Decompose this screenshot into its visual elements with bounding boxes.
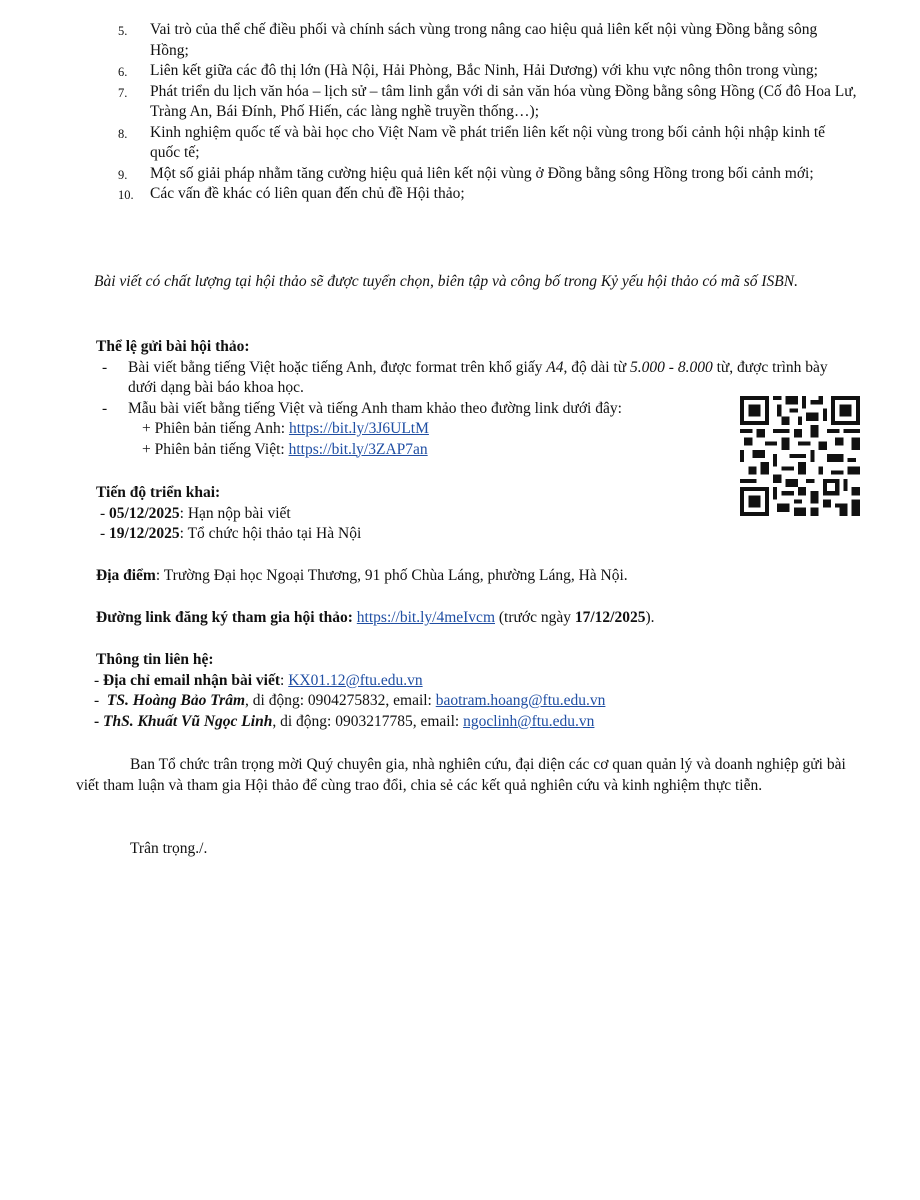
item-text: Kinh nghiệm quốc tế và bài học cho Việt Nam về phát triển liên kết nội vùng trong bối cảnh hội nhập kinh tế quốc tế; (150, 123, 826, 161)
schedule-date: 05/12/2025 (109, 504, 180, 522)
registration-link[interactable]: https://bit.ly/4meIvcm (356, 609, 495, 626)
item-number: 5. (118, 24, 128, 38)
vietnamese-template-link[interactable]: https://bit.ly/3ZAP7an (288, 440, 428, 458)
item-number: 6. (118, 65, 128, 79)
schedule-heading: Tiến độ triển khai: (96, 484, 221, 501)
list-item (118, 184, 858, 205)
schedule-date: 19/12/2025 (109, 525, 180, 542)
submission-heading: Thể lệ gửi bài hội thảo: (96, 338, 250, 355)
topic-list (118, 20, 858, 205)
invitation-paragraph: Ban Tổ chức trân trọng mời Quý chuyên gia, nhà nghiên cứu, đại diện các cơ quan quản lý và doanh nghiệp gửi bài viết tham luận và tham gia Hội thảo để cùng trao đổi, chia sẻ các kết quả nghiên cứu và kinh nghiệm thực tiễn. (76, 756, 846, 794)
venue-line (96, 566, 876, 587)
venue-label: Địa điểm (96, 567, 156, 584)
item-number: 7. (118, 85, 128, 100)
schedule-item: - 19/12/2025: Tổ chức hội thảo tại Hà Nội (100, 525, 362, 542)
item-number: 9. (118, 167, 128, 182)
english-version-line: + Phiên bản tiếng Anh: https://bit.ly/3J6ULtM (142, 420, 429, 437)
item-number: 8. (118, 126, 128, 141)
schedule-item: - 05/12/2025: Hạn nộp bài viết (100, 504, 291, 522)
contact-email-line: - Địa chỉ email nhận bài viết: KX01.12@ftu.edu.vn (94, 671, 423, 689)
registration-label: Đường link đăng ký tham gia hội thảo: (96, 609, 353, 626)
item-number: 10. (118, 188, 134, 202)
list-item (118, 123, 858, 164)
contact-name: ThS. Khuất Vũ Ngọc Linh (103, 712, 273, 730)
list-item (118, 164, 858, 185)
list-item (118, 61, 858, 82)
english-template-link[interactable]: https://bit.ly/3J6ULtM (288, 420, 429, 437)
contact-email-label: Địa chỉ email nhận bài viết (103, 671, 281, 689)
item-text: Các vấn đề khác có liên quan đến chủ đề Hội thảo; (150, 185, 465, 202)
contact-person-email[interactable]: ngoclinh@ftu.edu.vn (463, 712, 595, 730)
list-item (118, 20, 858, 61)
schedule-section (96, 483, 796, 545)
contact-person-email[interactable]: baotram.hoang@ftu.edu.vn (435, 692, 606, 709)
selection-note: Bài viết có chất lượng tại hội thảo sẽ được tuyển chọn, biên tập và công bố trong Kỷ yếu hội thảo có mã số ISBN. (94, 273, 798, 290)
contact-heading: Thông tin liên hệ: (96, 651, 214, 668)
contact-person: - ThS. Khuất Vũ Ngọc Linh, di động: 0903217785, email: ngoclinh@ftu.edu.vn (94, 712, 595, 730)
registration-line: Đường link đăng ký tham gia hội thảo: https://bit.ly/4meIvcm (trước ngày 17/12/2025). (96, 609, 655, 626)
registration-deadline: 17/12/2025 (574, 609, 646, 626)
submission-item-template: - Mẫu bài viết bằng tiếng Việt và tiếng Anh tham khảo theo đường link dưới đây: (102, 399, 622, 417)
contact-person: - TS. Hoàng Bảo Trâm, di động: 0904275832, email: baotram.hoang@ftu.edu.vn (94, 692, 606, 709)
contact-name: TS. Hoàng Bảo Trâm (106, 692, 246, 709)
submission-item-format: - Bài viết bằng tiếng Việt hoặc tiếng Anh, được format trên khổ giấy A4, độ dài từ 5.000 - 8.000 từ, được trình bày dưới dạng bài báo khoa học. (102, 358, 828, 396)
contact-section (94, 650, 874, 732)
item-text: Phát triển du lịch văn hóa – lịch sử – tâm linh gắn với di sản văn hóa vùng Đồng bằng sông Hồng (Cố đô Hoa Lư, Tràng An, Bái Đính, Phố Hiến, các làng nghề truyền thống…); (150, 82, 857, 120)
signoff: Trân trọng./. (130, 840, 208, 857)
item-text: Một số giải pháp nhằm tăng cường hiệu quả liên kết nội vùng ở Đồng bằng sông Hồng trong bối cảnh mới; (150, 164, 814, 182)
list-item (118, 82, 858, 123)
vietnamese-version-line: + Phiên bản tiếng Việt: https://bit.ly/3ZAP7an (142, 440, 428, 458)
item-text: Vai trò của thể chế điều phối và chính sách vùng trong nâng cao hiệu quả liên kết nội vùng Đồng bằng sông Hồng; (150, 21, 818, 59)
item-text: Liên kết giữa các đô thị lớn (Hà Nội, Hải Phòng, Bắc Ninh, Hải Dương) với khu vực nông thôn trong vùng; (150, 62, 818, 79)
venue-text: : Trường Đại học Ngoại Thương, 91 phố Chùa Láng, phường Láng, Hà Nội. (155, 567, 628, 584)
contact-email-link[interactable]: KX01.12@ftu.edu.vn (288, 671, 423, 689)
